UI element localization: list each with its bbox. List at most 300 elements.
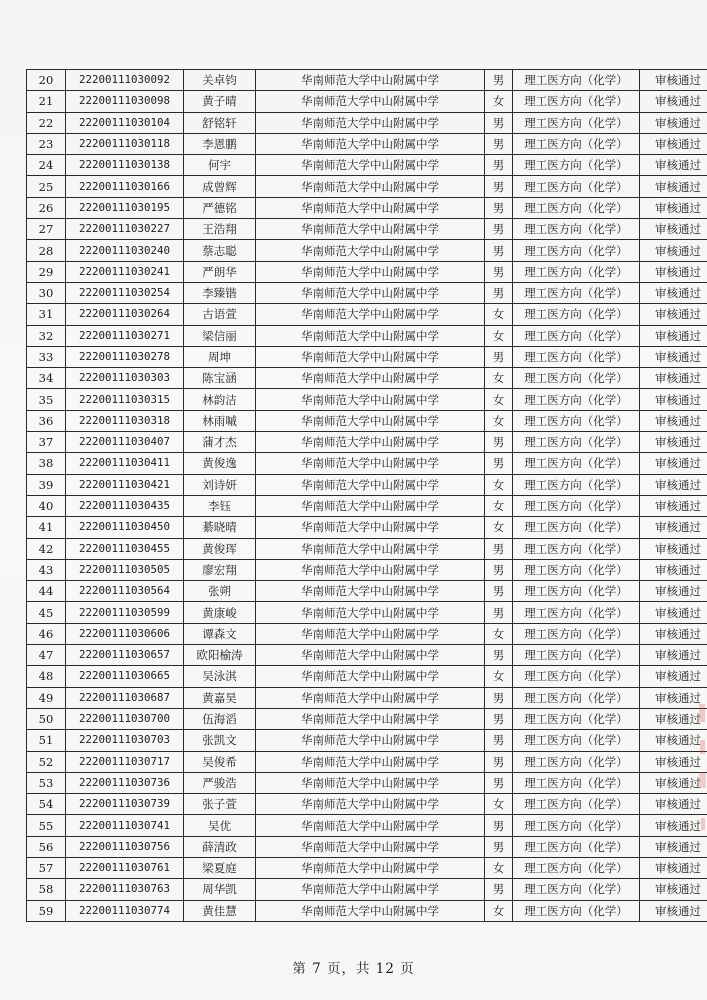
gender-cell: 男 [485,645,513,666]
row-number-cell: 43 [27,559,66,580]
track-direction-cell: 理工医方向（化学） [513,70,640,91]
student-name-cell: 严骏浩 [184,772,256,793]
review-status-cell: 审核通过 [640,495,707,516]
table-row [27,538,707,559]
school-name-cell: 华南师范大学中山附属中学 [256,559,485,580]
review-status-cell: 审核通过 [640,900,707,921]
student-id-cell: 22200111030700 [66,708,184,729]
track-direction-cell: 理工医方向（化学） [513,155,640,176]
gender-cell: 男 [485,772,513,793]
school-name-cell: 华南师范大学中山附属中学 [256,495,485,516]
school-name-cell: 华南师范大学中山附属中学 [256,751,485,772]
school-name-cell: 华南师范大学中山附属中学 [256,602,485,623]
school-name-cell: 华南师范大学中山附属中学 [256,389,485,410]
row-number-cell: 49 [27,687,66,708]
track-direction-cell: 理工医方向（化学） [513,410,640,431]
gender-cell: 男 [485,112,513,133]
student-id-cell: 22200111030703 [66,730,184,751]
student-name-cell: 严德铭 [184,197,256,218]
table-row [27,517,707,538]
stamp-mark-icon [697,700,707,850]
review-status-cell: 审核通过 [640,708,707,729]
row-number-cell: 48 [27,666,66,687]
review-status-cell: 审核通过 [640,70,707,91]
row-number-cell: 51 [27,730,66,751]
row-number-cell: 45 [27,602,66,623]
school-name-cell: 华南师范大学中山附属中学 [256,836,485,857]
review-status-cell: 审核通过 [640,368,707,389]
table-row [27,857,707,878]
student-name-cell: 伍海滔 [184,708,256,729]
school-name-cell: 华南师范大学中山附属中学 [256,474,485,495]
table-row [27,70,707,91]
table-row [27,645,707,666]
school-name-cell: 华南师范大学中山附属中学 [256,304,485,325]
school-name-cell: 华南师范大学中山附属中学 [256,879,485,900]
school-name-cell: 华南师范大学中山附属中学 [256,581,485,602]
school-name-cell: 华南师范大学中山附属中学 [256,730,485,751]
gender-cell: 男 [485,453,513,474]
gender-cell: 男 [485,879,513,900]
student-name-cell: 舒铭轩 [184,112,256,133]
gender-cell: 男 [485,346,513,367]
student-id-cell: 22200111030241 [66,261,184,282]
track-direction-cell: 理工医方向（化学） [513,346,640,367]
track-direction-cell: 理工医方向（化学） [513,517,640,538]
row-number-cell: 56 [27,836,66,857]
student-name-cell: 李臻锴 [184,282,256,303]
gender-cell: 男 [485,240,513,261]
review-status-cell: 审核通过 [640,346,707,367]
table-row [27,495,707,516]
table-row [27,815,707,836]
table-row [27,346,707,367]
row-number-cell: 27 [27,219,66,240]
school-name-cell: 华南师范大学中山附属中学 [256,240,485,261]
school-name-cell: 华南师范大学中山附属中学 [256,687,485,708]
review-status-cell: 审核通过 [640,389,707,410]
track-direction-cell: 理工医方向（化学） [513,432,640,453]
student-name-cell: 黄佳慧 [184,900,256,921]
review-status-cell: 审核通过 [640,772,707,793]
student-name-cell: 吴俊希 [184,751,256,772]
gender-cell: 女 [485,325,513,346]
row-number-cell: 53 [27,772,66,793]
review-status-cell: 审核通过 [640,581,707,602]
gender-cell: 男 [485,176,513,197]
review-status-cell: 审核通过 [640,176,707,197]
school-name-cell: 华南师范大学中山附属中学 [256,155,485,176]
student-id-cell: 22200111030138 [66,155,184,176]
gender-cell: 男 [485,581,513,602]
student-name-cell: 成曾辉 [184,176,256,197]
gender-cell: 女 [485,666,513,687]
student-name-cell: 何宇 [184,155,256,176]
table-row [27,879,707,900]
student-name-cell: 陈宝涵 [184,368,256,389]
row-number-cell: 50 [27,708,66,729]
table-row [27,410,707,431]
gender-cell: 男 [485,559,513,580]
gender-cell: 女 [485,389,513,410]
school-name-cell: 华南师范大学中山附属中学 [256,112,485,133]
student-name-cell: 古语萱 [184,304,256,325]
track-direction-cell: 理工医方向（化学） [513,879,640,900]
student-name-cell: 谭森文 [184,623,256,644]
review-status-cell: 审核通过 [640,666,707,687]
school-name-cell: 华南师范大学中山附属中学 [256,538,485,559]
table-row [27,836,707,857]
row-number-cell: 28 [27,240,66,261]
gender-cell: 男 [485,155,513,176]
track-direction-cell: 理工医方向（化学） [513,495,640,516]
table-row [27,794,707,815]
student-id-cell: 22200111030118 [66,133,184,154]
review-status-cell: 审核通过 [640,517,707,538]
row-number-cell: 57 [27,857,66,878]
row-number-cell: 52 [27,751,66,772]
student-id-cell: 22200111030227 [66,219,184,240]
table-row [27,112,707,133]
page-footer: 第 7 页，共 12 页 [292,961,415,977]
track-direction-cell: 理工医方向（化学） [513,900,640,921]
track-direction-cell: 理工医方向（化学） [513,815,640,836]
table-row [27,368,707,389]
track-direction-cell: 理工医方向（化学） [513,602,640,623]
student-id-cell: 22200111030774 [66,900,184,921]
row-number-cell: 55 [27,815,66,836]
track-direction-cell: 理工医方向（化学） [513,794,640,815]
row-number-cell: 22 [27,112,66,133]
gender-cell: 男 [485,751,513,772]
school-name-cell: 华南师范大学中山附属中学 [256,453,485,474]
student-name-cell: 王浩翔 [184,219,256,240]
student-id-cell: 22200111030278 [66,346,184,367]
review-status-cell: 审核通过 [640,155,707,176]
student-name-cell: 梁信丽 [184,325,256,346]
table-row [27,751,707,772]
row-number-cell: 41 [27,517,66,538]
student-name-cell: 黄嘉昊 [184,687,256,708]
track-direction-cell: 理工医方向（化学） [513,857,640,878]
school-name-cell: 华南师范大学中山附属中学 [256,432,485,453]
table-row [27,133,707,154]
table-row [27,197,707,218]
gender-cell: 男 [485,687,513,708]
table-row [27,687,707,708]
table-row [27,282,707,303]
row-number-cell: 58 [27,879,66,900]
track-direction-cell: 理工医方向（化学） [513,261,640,282]
red-stamp-fragment [697,700,707,850]
row-number-cell: 47 [27,645,66,666]
track-direction-cell: 理工医方向（化学） [513,474,640,495]
school-name-cell: 华南师范大学中山附属中学 [256,708,485,729]
review-status-cell: 审核通过 [640,602,707,623]
table-row [27,730,707,751]
gender-cell: 男 [485,730,513,751]
track-direction-cell: 理工医方向（化学） [513,687,640,708]
row-number-cell: 44 [27,581,66,602]
school-name-cell: 华南师范大学中山附属中学 [256,133,485,154]
student-name-cell: 林雨嘁 [184,410,256,431]
school-name-cell: 华南师范大学中山附属中学 [256,900,485,921]
student-id-cell: 22200111030657 [66,645,184,666]
row-number-cell: 42 [27,538,66,559]
review-status-cell: 审核通过 [640,112,707,133]
table-row [27,261,707,282]
review-status-cell: 审核通过 [640,857,707,878]
review-status-cell: 审核通过 [640,794,707,815]
student-id-cell: 22200111030166 [66,176,184,197]
student-id-cell: 22200111030756 [66,836,184,857]
row-number-cell: 24 [27,155,66,176]
review-status-cell: 审核通过 [640,815,707,836]
student-id-cell: 22200111030455 [66,538,184,559]
roster-table [26,69,707,922]
row-number-cell: 38 [27,453,66,474]
review-status-cell: 审核通过 [640,474,707,495]
student-name-cell: 李钰 [184,495,256,516]
student-name-cell: 黄子晴 [184,91,256,112]
student-id-cell: 22200111030739 [66,794,184,815]
student-id-cell: 22200111030303 [66,368,184,389]
gender-cell: 男 [485,282,513,303]
review-status-cell: 审核通过 [640,623,707,644]
gender-cell: 男 [485,815,513,836]
track-direction-cell: 理工医方向（化学） [513,325,640,346]
row-number-cell: 25 [27,176,66,197]
table-row [27,559,707,580]
student-id-cell: 22200111030761 [66,857,184,878]
student-id-cell: 22200111030271 [66,325,184,346]
row-number-cell: 54 [27,794,66,815]
student-name-cell: 吴优 [184,815,256,836]
school-name-cell: 华南师范大学中山附属中学 [256,645,485,666]
gender-cell: 女 [485,794,513,815]
student-id-cell: 22200111030318 [66,410,184,431]
gender-cell: 男 [485,432,513,453]
review-status-cell: 审核通过 [640,645,707,666]
student-id-cell: 22200111030741 [66,815,184,836]
track-direction-cell: 理工医方向（化学） [513,219,640,240]
track-direction-cell: 理工医方向（化学） [513,645,640,666]
gender-cell: 女 [485,474,513,495]
table-row [27,474,707,495]
gender-cell: 男 [485,708,513,729]
row-number-cell: 33 [27,346,66,367]
track-direction-cell: 理工医方向（化学） [513,708,640,729]
gender-cell: 男 [485,197,513,218]
school-name-cell: 华南师范大学中山附属中学 [256,197,485,218]
row-number-cell: 30 [27,282,66,303]
school-name-cell: 华南师范大学中山附属中学 [256,219,485,240]
student-name-cell: 林韵洁 [184,389,256,410]
student-name-cell: 周华凯 [184,879,256,900]
student-id-cell: 22200111030254 [66,282,184,303]
table-row [27,708,707,729]
table-row [27,623,707,644]
row-number-cell: 46 [27,623,66,644]
review-status-cell: 审核通过 [640,261,707,282]
student-name-cell: 蒲才杰 [184,432,256,453]
track-direction-cell: 理工医方向（化学） [513,559,640,580]
gender-cell: 女 [485,368,513,389]
track-direction-cell: 理工医方向（化学） [513,197,640,218]
student-id-cell: 22200111030435 [66,495,184,516]
student-name-cell: 刘诗妍 [184,474,256,495]
school-name-cell: 华南师范大学中山附属中学 [256,325,485,346]
student-name-cell: 关卓钧 [184,70,256,91]
table-row [27,453,707,474]
track-direction-cell: 理工医方向（化学） [513,282,640,303]
row-number-cell: 37 [27,432,66,453]
track-direction-cell: 理工医方向（化学） [513,91,640,112]
track-direction-cell: 理工医方向（化学） [513,538,640,559]
row-number-cell: 23 [27,133,66,154]
track-direction-cell: 理工医方向（化学） [513,389,640,410]
school-name-cell: 华南师范大学中山附属中学 [256,410,485,431]
student-name-cell: 梁夏庭 [184,857,256,878]
review-status-cell: 审核通过 [640,687,707,708]
review-status-cell: 审核通过 [640,730,707,751]
student-name-cell: 周坤 [184,346,256,367]
table-row [27,176,707,197]
school-name-cell: 华南师范大学中山附属中学 [256,346,485,367]
track-direction-cell: 理工医方向（化学） [513,176,640,197]
track-direction-cell: 理工医方向（化学） [513,836,640,857]
gender-cell: 女 [485,304,513,325]
student-name-cell: 黄俊逸 [184,453,256,474]
track-direction-cell: 理工医方向（化学） [513,730,640,751]
student-id-cell: 22200111030092 [66,70,184,91]
track-direction-cell: 理工医方向（化学） [513,304,640,325]
student-id-cell: 22200111030315 [66,389,184,410]
table-row [27,389,707,410]
review-status-cell: 审核通过 [640,432,707,453]
review-status-cell: 审核通过 [640,879,707,900]
review-status-cell: 审核通过 [640,410,707,431]
gender-cell: 女 [485,91,513,112]
student-id-cell: 22200111030505 [66,559,184,580]
track-direction-cell: 理工医方向（化学） [513,453,640,474]
student-name-cell: 张凯文 [184,730,256,751]
table-row [27,240,707,261]
review-status-cell: 审核通过 [640,559,707,580]
table-row [27,602,707,623]
school-name-cell: 华南师范大学中山附属中学 [256,70,485,91]
student-id-cell: 22200111030407 [66,432,184,453]
review-status-cell: 审核通过 [640,240,707,261]
table-row [27,304,707,325]
student-id-cell: 22200111030411 [66,453,184,474]
track-direction-cell: 理工医方向（化学） [513,112,640,133]
review-status-cell: 审核通过 [640,133,707,154]
gender-cell: 女 [485,900,513,921]
student-name-cell: 廖宏翔 [184,559,256,580]
track-direction-cell: 理工医方向（化学） [513,368,640,389]
gender-cell: 男 [485,133,513,154]
review-status-cell: 审核通过 [640,751,707,772]
track-direction-cell: 理工医方向（化学） [513,666,640,687]
student-id-cell: 22200111030599 [66,602,184,623]
gender-cell: 男 [485,538,513,559]
student-id-cell: 22200111030687 [66,687,184,708]
row-number-cell: 34 [27,368,66,389]
gender-cell: 男 [485,261,513,282]
review-status-cell: 审核通过 [640,304,707,325]
student-id-cell: 22200111030264 [66,304,184,325]
student-id-cell: 22200111030421 [66,474,184,495]
student-name-cell: 綦晓晴 [184,517,256,538]
table-row [27,581,707,602]
student-name-cell: 严朗华 [184,261,256,282]
row-number-cell: 36 [27,410,66,431]
school-name-cell: 华南师范大学中山附属中学 [256,282,485,303]
track-direction-cell: 理工医方向（化学） [513,772,640,793]
gender-cell: 男 [485,602,513,623]
gender-cell: 女 [485,517,513,538]
roster-table-body [27,70,707,922]
review-status-cell: 审核通过 [640,197,707,218]
row-number-cell: 40 [27,495,66,516]
review-status-cell: 审核通过 [640,836,707,857]
row-number-cell: 20 [27,70,66,91]
school-name-cell: 华南师范大学中山附属中学 [256,666,485,687]
student-name-cell: 欧阳榆涛 [184,645,256,666]
table-row [27,91,707,112]
student-name-cell: 薛清政 [184,836,256,857]
student-id-cell: 22200111030665 [66,666,184,687]
gender-cell: 男 [485,836,513,857]
gender-cell: 女 [485,857,513,878]
gender-cell: 女 [485,410,513,431]
review-status-cell: 审核通过 [640,325,707,346]
student-id-cell: 22200111030564 [66,581,184,602]
school-name-cell: 华南师范大学中山附属中学 [256,261,485,282]
student-name-cell: 李恩鹏 [184,133,256,154]
row-number-cell: 29 [27,261,66,282]
row-number-cell: 32 [27,325,66,346]
school-name-cell: 华南师范大学中山附属中学 [256,857,485,878]
table-row [27,900,707,921]
student-name-cell: 张子萱 [184,794,256,815]
gender-cell: 女 [485,623,513,644]
table-row [27,772,707,793]
row-number-cell: 21 [27,91,66,112]
table-row [27,155,707,176]
track-direction-cell: 理工医方向（化学） [513,240,640,261]
student-id-cell: 22200111030098 [66,91,184,112]
track-direction-cell: 理工医方向（化学） [513,623,640,644]
student-id-cell: 22200111030606 [66,623,184,644]
student-id-cell: 22200111030195 [66,197,184,218]
school-name-cell: 华南师范大学中山附属中学 [256,517,485,538]
school-name-cell: 华南师范大学中山附属中学 [256,368,485,389]
student-name-cell: 张朔 [184,581,256,602]
student-id-cell: 22200111030450 [66,517,184,538]
table-row [27,325,707,346]
review-status-cell: 审核通过 [640,219,707,240]
school-name-cell: 华南师范大学中山附属中学 [256,794,485,815]
school-name-cell: 华南师范大学中山附属中学 [256,772,485,793]
gender-cell: 女 [485,495,513,516]
school-name-cell: 华南师范大学中山附属中学 [256,176,485,197]
table-row [27,432,707,453]
student-name-cell: 黄俊珲 [184,538,256,559]
review-status-cell: 审核通过 [640,91,707,112]
school-name-cell: 华南师范大学中山附属中学 [256,91,485,112]
